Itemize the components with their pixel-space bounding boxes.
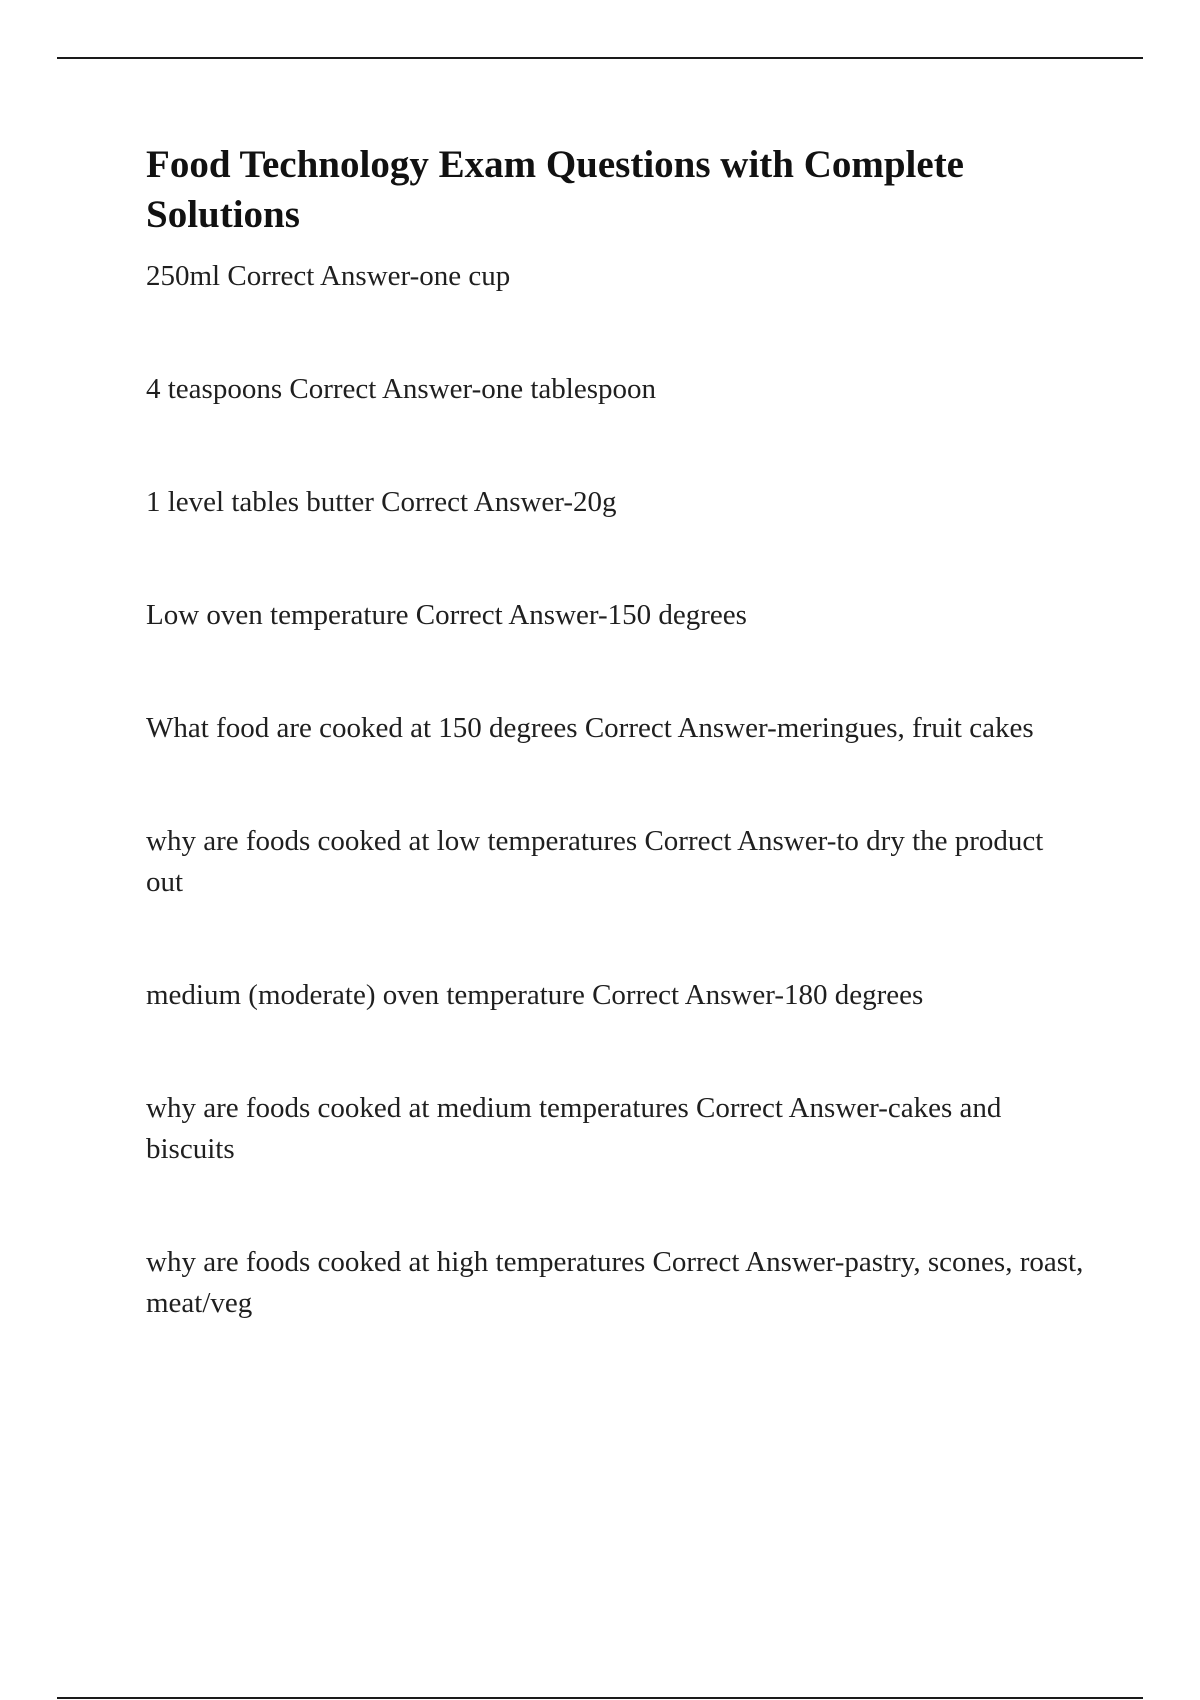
header-rule [57,57,1143,59]
qa-item: 250ml Correct Answer-one cup [146,260,511,292]
qa-item: 4 teaspoons Correct Answer-one tablespoon [146,373,657,405]
qa-item: Low oven temperature Correct Answer-150 degrees [146,599,747,631]
document-title: Food Technology Exam Questions with Complete Solutions [146,143,964,236]
qa-item: What food are cooked at 150 degrees Correct Answer-meringues, fruit cakes [146,712,1034,744]
qa-item: medium (moderate) oven temperature Correct Answer-180 degrees [146,979,924,1011]
qa-list [146,256,1086,1324]
footer-rule [57,1697,1143,1699]
document-body [146,140,1086,1396]
qa-item: why are foods cooked at high temperatures Correct Answer-pastry, scones, roast, meat/veg [146,1246,1084,1319]
qa-item: why are foods cooked at medium temperatures Correct Answer-cakes and biscuits [146,1092,1002,1165]
qa-item: why are foods cooked at low temperatures Correct Answer-to dry the product out [146,825,1044,898]
qa-item: 1 level tables butter Correct Answer-20g [146,486,617,518]
